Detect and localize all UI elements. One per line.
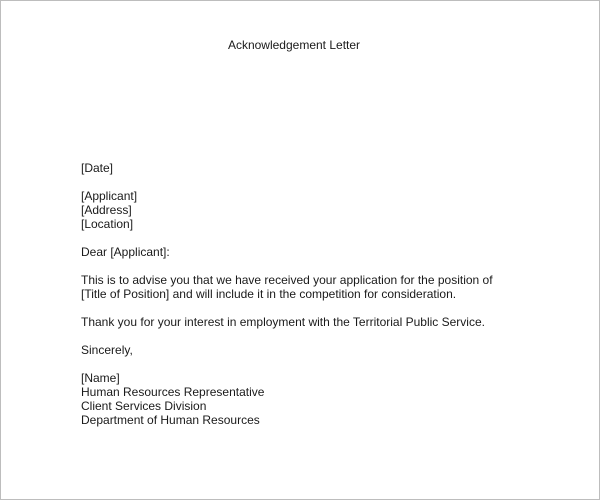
document-title: Acknowledgement Letter bbox=[227, 38, 361, 52]
paragraph-1-line-1: This is to advise you that we have received your application for the position of bbox=[81, 273, 493, 287]
recipient-location: [Location] bbox=[81, 217, 134, 231]
signer-name: [Name] bbox=[81, 371, 120, 385]
recipient-address: [Address] bbox=[81, 203, 132, 217]
closing-text: Sincerely, bbox=[81, 343, 133, 357]
recipient-address-block bbox=[81, 189, 521, 231]
paragraph-thanks bbox=[81, 315, 521, 329]
paragraph-acknowledgement bbox=[81, 273, 519, 301]
date-line bbox=[81, 161, 521, 175]
signer-division: Client Services Division bbox=[81, 399, 207, 413]
signer-department: Department of Human Resources bbox=[81, 413, 260, 427]
recipient-name: [Applicant] bbox=[81, 189, 138, 203]
paragraph-1-line-2: [Title of Position] and will include it in the competition for consideration. bbox=[81, 287, 457, 301]
closing bbox=[81, 343, 521, 357]
date-placeholder: [Date] bbox=[81, 161, 114, 175]
salutation bbox=[81, 245, 521, 259]
salutation-text: Dear [Applicant]: bbox=[81, 245, 170, 259]
signature-block bbox=[81, 371, 521, 427]
signer-title: Human Resources Representative bbox=[81, 385, 265, 399]
paragraph-2-text: Thank you for your interest in employment with the Territorial Public Service. bbox=[81, 315, 485, 329]
